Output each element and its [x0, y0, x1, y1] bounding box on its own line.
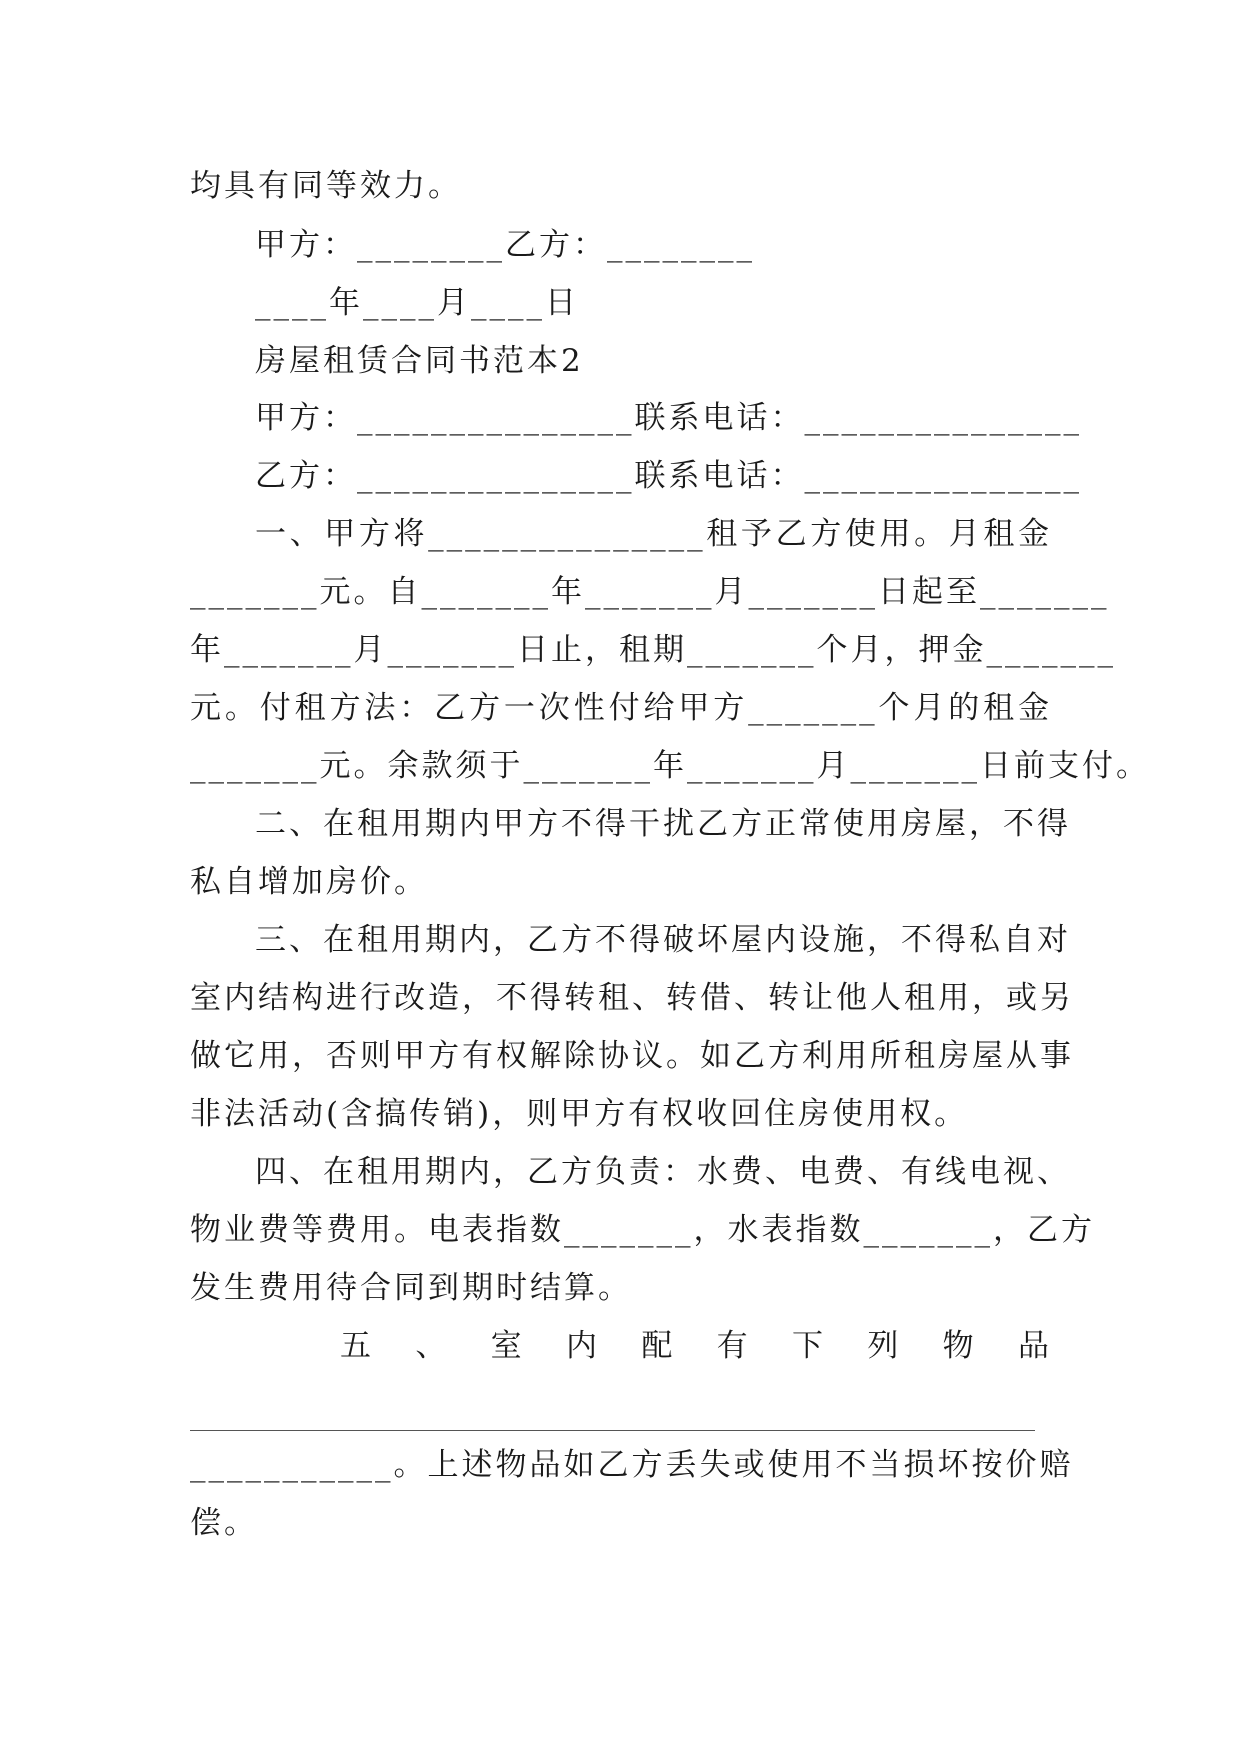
signature-date-line: ____年____月____日	[255, 285, 579, 321]
blank-fill-rule	[190, 1430, 1035, 1431]
clause-1-line-1: 一、甲方将_______________租予乙方使用。月租金	[255, 516, 1052, 552]
clause-1-line-5: _______元。余款须于_______年_______月_______日前支付。	[190, 748, 1150, 784]
clause-3-line-4: 非法活动(含搞传销)，则甲方有权收回住房使用权。	[190, 1096, 969, 1132]
clause-5-line-3: 偿。	[190, 1505, 258, 1541]
clause-3-line-1: 三、在租用期内，乙方不得破坏屋内设施，不得私自对	[255, 922, 1071, 958]
clause-3-line-3: 做它用，否则甲方有权解除协议。如乙方利用所租房屋从事	[190, 1038, 1074, 1074]
clause-5-line-1: 五、室内配有下列物品	[340, 1328, 1052, 1364]
party-b-contact-line: 乙方：_______________联系电话：_______________	[255, 458, 1082, 494]
clause-2-line-2: 私自增加房价。	[190, 864, 428, 900]
clause-4-line-3: 发生费用待合同到期时结算。	[190, 1270, 632, 1306]
clause-3-line-2: 室内结构进行改造，不得转租、转借、转让他人租用，或另	[190, 980, 1074, 1016]
clause-4-line-1: 四、在租用期内，乙方负责：水费、电费、有线电视、	[255, 1154, 1071, 1190]
party-a-contact-line: 甲方：_______________联系电话：_______________	[255, 400, 1082, 436]
text-line-effect: 均具有同等效力。	[190, 168, 462, 204]
clause-1-line-2: _______元。自_______年_______月_______日起至_______	[190, 574, 1110, 610]
clause-1-line-3: 年_______月_______日止，租期_______个月，押金_______	[190, 632, 1116, 668]
clause-2-line-1: 二、在租用期内甲方不得干扰乙方正常使用房屋，不得	[255, 806, 1071, 842]
clause-1-line-4: 元。付租方法：乙方一次性付给甲方_______个月的租金	[190, 690, 1052, 726]
section-title: 房屋租赁合同书范本2	[255, 343, 584, 379]
signature-party-line: 甲方：________乙方：________	[255, 227, 755, 263]
clause-4-line-2: 物业费等费用。电表指数_______，水表指数_______，乙方	[190, 1212, 1095, 1248]
clause-5-line-2: ___________。上述物品如乙方丢失或使用不当损坏按价赔	[190, 1447, 1074, 1483]
